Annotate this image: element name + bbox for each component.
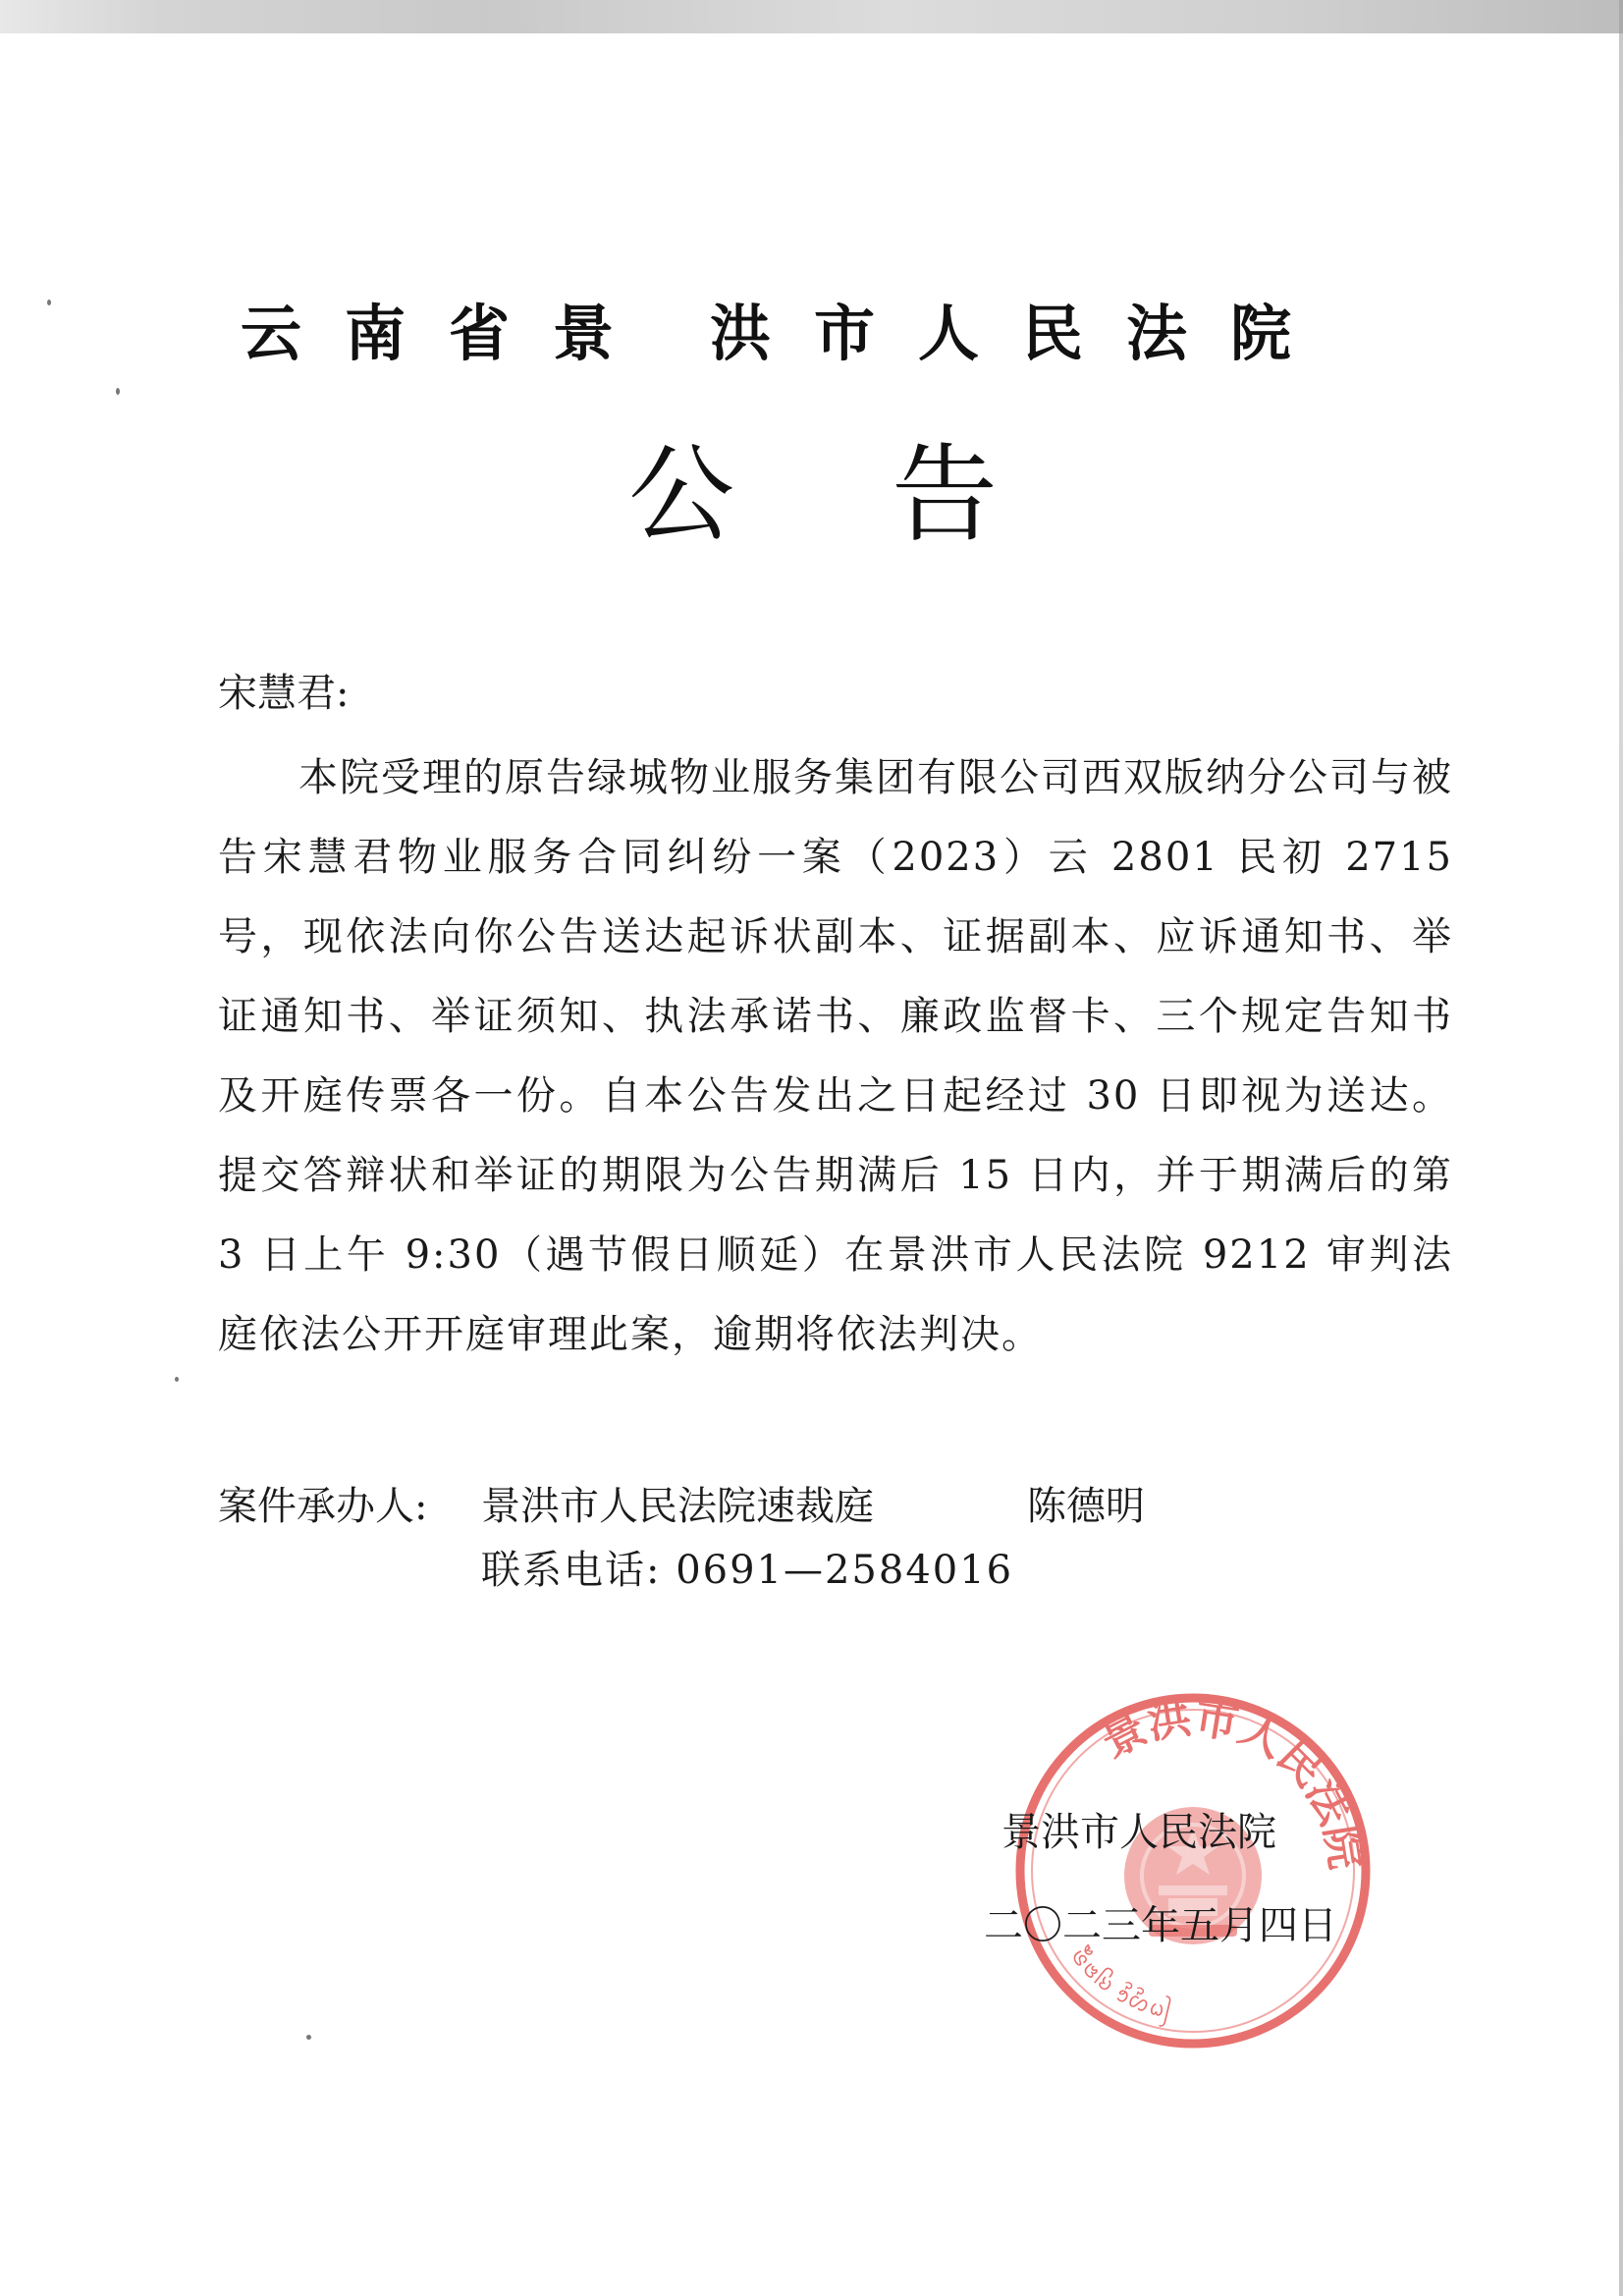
seal-script-text: ᨻᩕᩉ᩠ᨾᩮ᩠ᨾ ᨩ᩠ᨿᨦᩁᩩ᩠ᨦ <box>1064 1944 1173 2026</box>
scan-speck <box>116 388 120 395</box>
scan-speck <box>306 2035 311 2040</box>
handler-label: 案件承办人: <box>218 1484 428 1529</box>
signing-court: 景洪市人民法院 <box>1001 1810 1276 1855</box>
scan-top-shadow <box>0 0 1623 33</box>
court-seal <box>1011 1689 1375 2052</box>
contact-phone: 联系电话: 0691—2584016 <box>481 1548 1014 1593</box>
scan-right-edge <box>1619 0 1623 2296</box>
notice-title: 公告 <box>628 434 1156 557</box>
court-title-part2: 洪市人民法院 <box>710 298 1335 369</box>
addressee: 宋慧君: <box>218 671 350 716</box>
court-title <box>241 295 1448 373</box>
scan-speck <box>47 300 51 305</box>
handler-name: 陈德明 <box>1027 1484 1145 1529</box>
scan-speck <box>175 1377 179 1382</box>
seal-arc-text: 景洪市人民法院 <box>1093 1692 1372 1873</box>
notice-body: 本院受理的原告绿城物业服务集团有限公司西双版纳分公司与被告宋慧君物业服务合同纠纷一案（2023）云 2801 民初 2715 号，现依法向你公告送达起诉状副本、证据副本、应诉通知书、举证通知书、举证须知、执法承诺书、廉政监督卡、三个规定告知书及开庭传票各一份。自本公告发出之日起经过 30 日即视为送达。提交答辩状和举证的期限为公告期满后 15 日内，并于期满后的第 3 日上午 9:30（遇节假日顺延）在景洪市人民法院 9212 审判法庭依法公开开庭审理此案，逾期将依法判决。 <box>218 755 1453 1357</box>
handler-department: 景洪市人民法院速裁庭 <box>481 1484 874 1529</box>
signing-date: 二〇二三年五月四日 <box>984 1903 1337 1948</box>
court-title-part1: 云南省景 <box>241 298 658 369</box>
